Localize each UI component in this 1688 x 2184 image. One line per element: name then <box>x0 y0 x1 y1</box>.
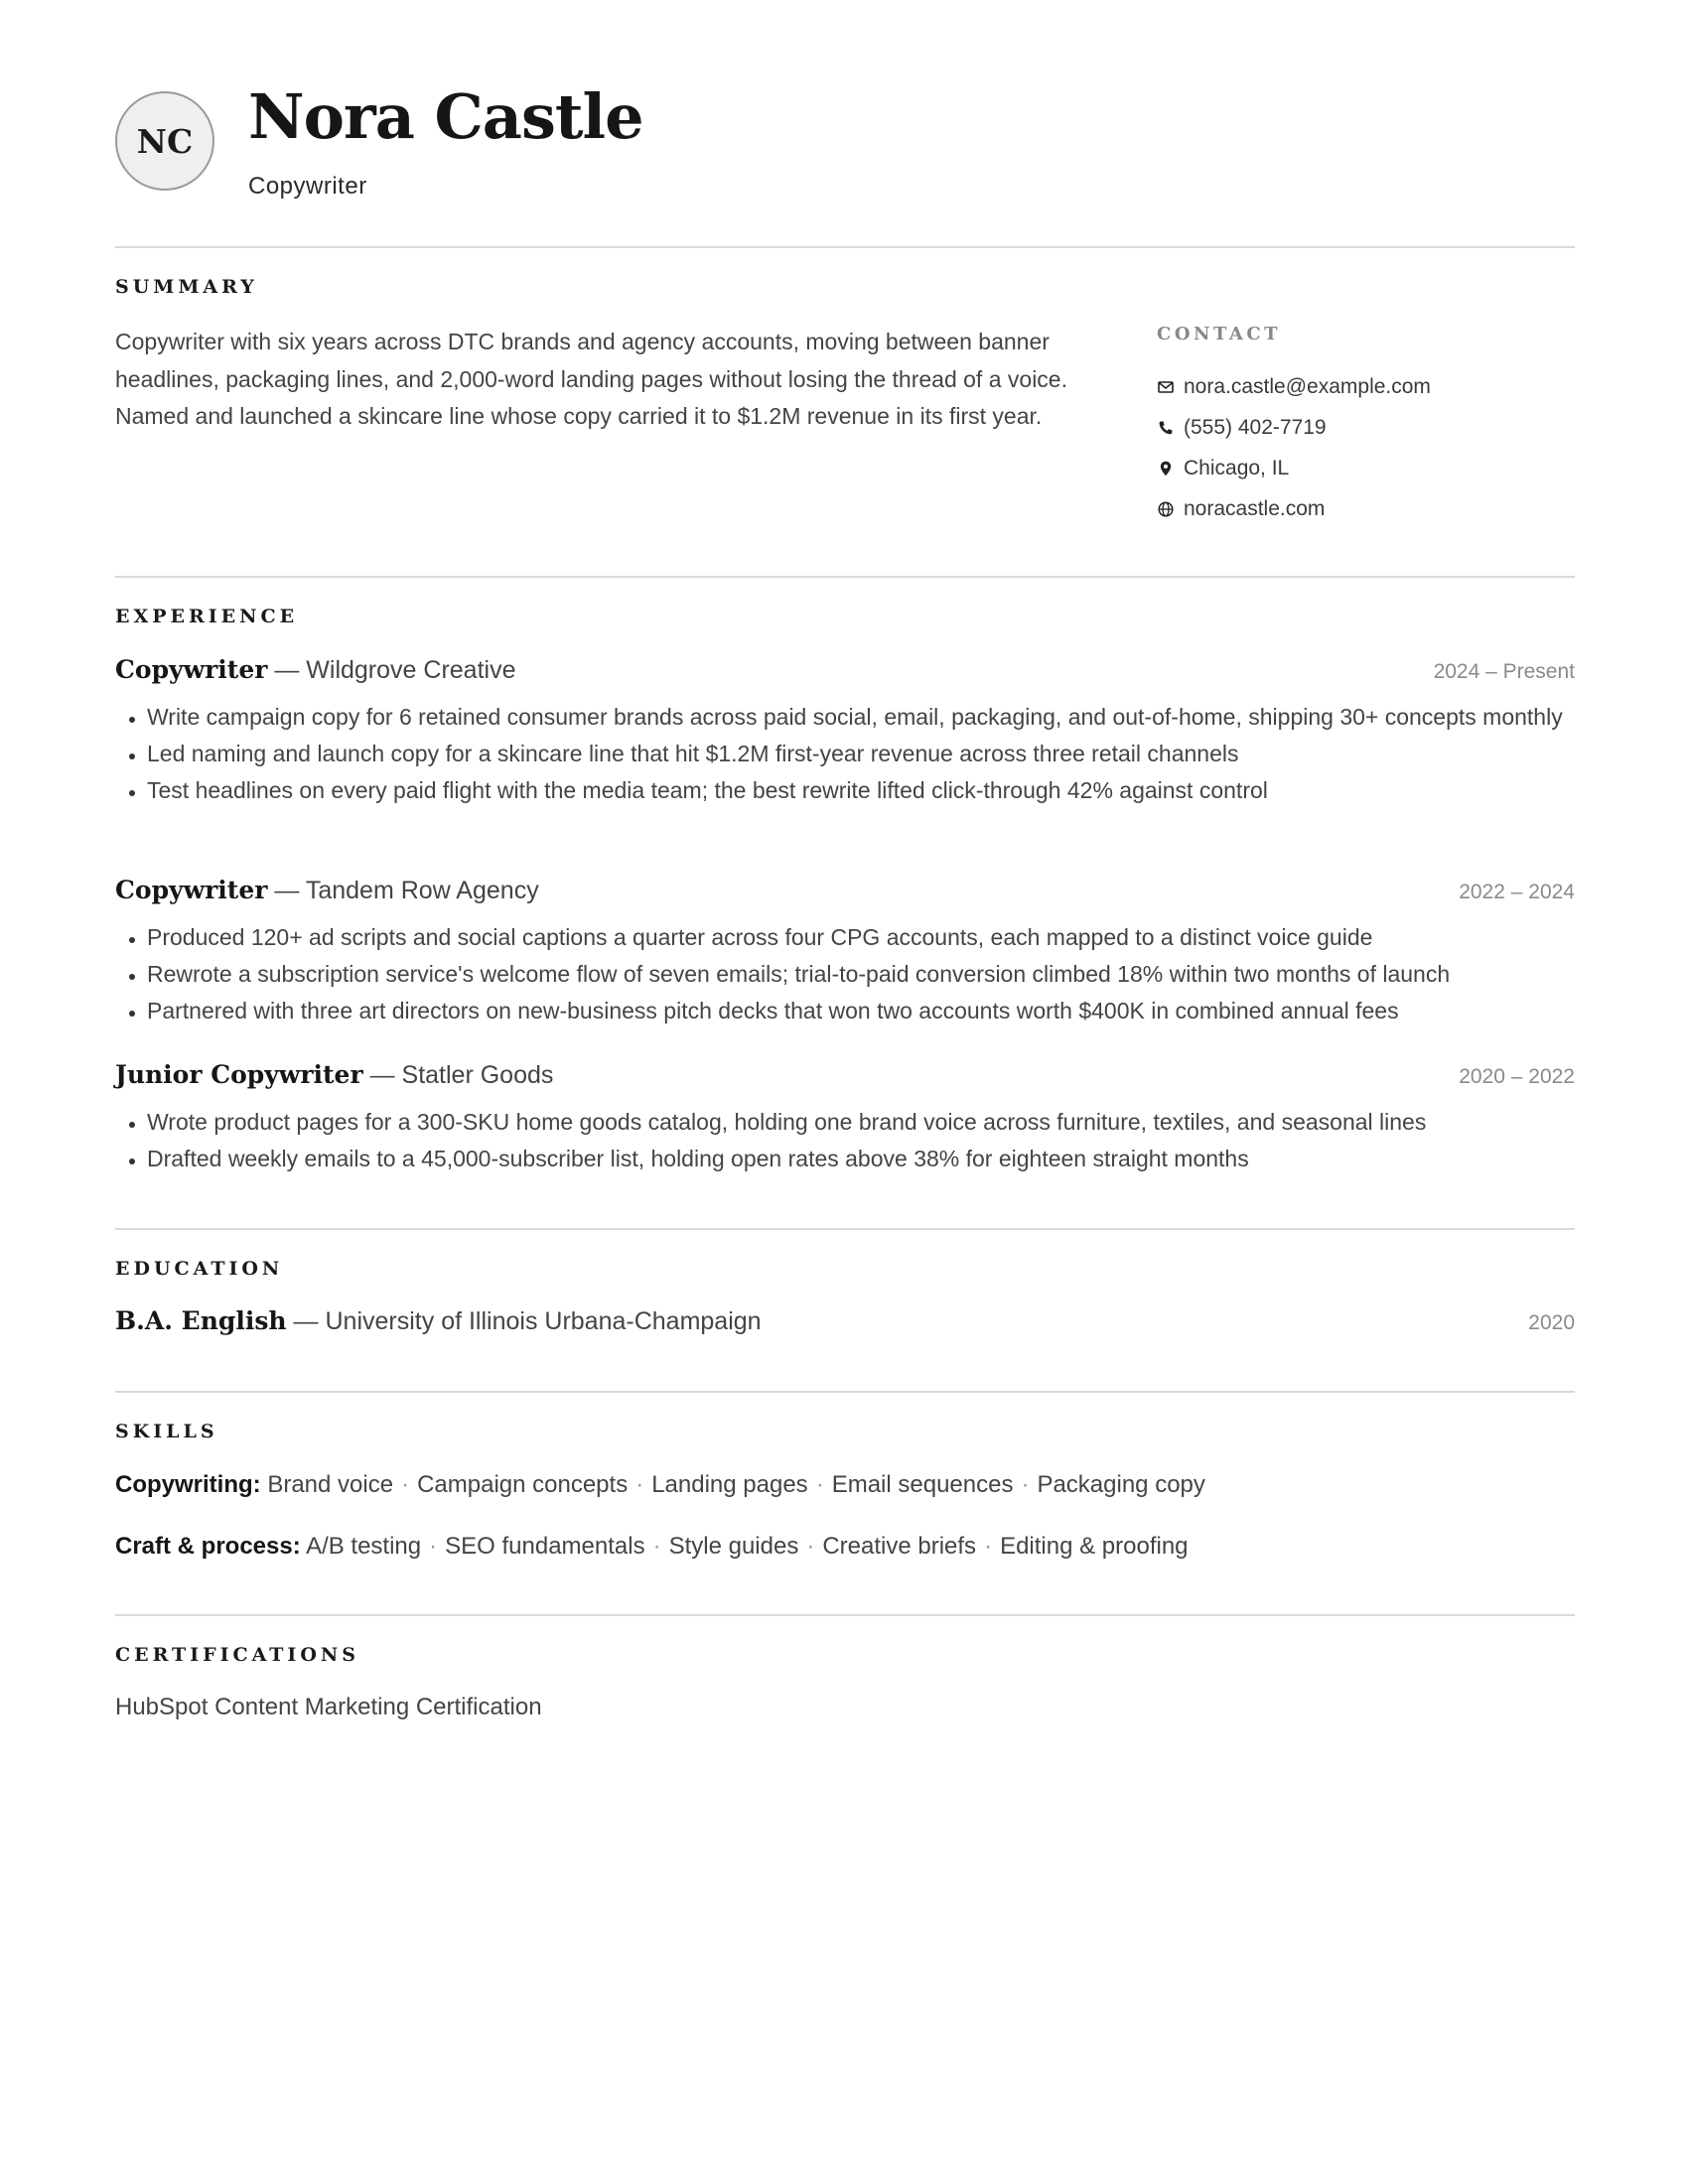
summary-text: Copywriter with six years across DTC brands and agency accounts, moving between banner headlines, packaging lines, and 2,000-word landing pages without losing the thread of a voice. Named and launched a skincare line whose copy carried it to $1.2M revenue in its first year. <box>115 329 1067 429</box>
job-bullet: • Test headlines on every paid flight with the media team; the best rewrite lifted click-through 42% against control <box>147 772 1575 809</box>
skill-item: Landing pages <box>651 1471 808 1498</box>
graduation-year: 2020 <box>1528 1311 1575 1334</box>
job-entry <box>115 655 1575 809</box>
skill-separator: · <box>984 1533 993 1560</box>
job-bullets <box>115 699 1575 809</box>
skill-item: A/B testing <box>306 1533 422 1560</box>
skill-item: Editing & proofing <box>1000 1533 1189 1560</box>
school: — University of Illinois Urbana-Champaign <box>286 1307 762 1335</box>
divider <box>115 1228 1575 1230</box>
job-heading <box>115 1060 553 1090</box>
skill-group <box>115 1471 1205 1499</box>
skill-item: SEO fundamentals <box>445 1533 645 1560</box>
person-role: Copywriter <box>248 173 367 200</box>
contact-website[interactable] <box>1157 488 1574 529</box>
skill-separator: · <box>635 1471 644 1498</box>
skill-separator: · <box>429 1533 438 1560</box>
contact-title: CONTACT <box>1157 324 1282 344</box>
divider <box>115 246 1575 248</box>
contact-email-text: nora.castle@example.com <box>1184 374 1431 398</box>
job-bullet: • Rewrote a subscription service's welcome flow of seven emails; trial-to-paid conversion climbed 18% within two months of launch <box>147 956 1575 993</box>
globe-icon <box>1157 500 1175 518</box>
section-title-education: EDUCATION <box>115 1258 284 1280</box>
section-title-summary: SUMMARY <box>115 276 258 298</box>
degree: B.A. English <box>115 1306 287 1335</box>
skill-item: Style guides <box>668 1533 799 1560</box>
divider <box>115 1614 1575 1616</box>
job-bullets <box>115 1104 1575 1177</box>
location-pin-icon <box>1157 460 1175 478</box>
skill-separator: · <box>401 1471 410 1498</box>
job-title: Copywriter <box>115 876 268 904</box>
skill-group-label: Copywriting: <box>115 1471 261 1498</box>
job-bullet: • Write campaign copy for 6 retained consumer brands across paid social, email, packaging, and out-of-home, shipping 30+ concepts monthly <box>147 699 1575 736</box>
job-dates: 2024 – Present <box>1433 660 1575 683</box>
job-dates: 2022 – 2024 <box>1459 881 1575 903</box>
skill-item: Email sequences <box>831 1471 1014 1498</box>
section-title-skills: SKILLS <box>115 1421 218 1442</box>
job-title: Junior Copywriter <box>115 1060 363 1089</box>
education-entry <box>115 1306 1575 1336</box>
contact-phone[interactable] <box>1157 407 1574 448</box>
mail-icon <box>1157 378 1175 396</box>
skill-item: Creative briefs <box>822 1533 977 1560</box>
skill-item: Packaging copy <box>1037 1471 1205 1498</box>
education-header <box>115 1306 1575 1336</box>
job-bullet: • Drafted weekly emails to a 45,000-subscriber list, holding open rates above 38% for eighteen straight months <box>147 1141 1575 1177</box>
name-block <box>248 80 643 201</box>
job-title: Copywriter <box>115 655 268 684</box>
skill-group-label: Craft & process: <box>115 1533 301 1560</box>
contact-location <box>1157 448 1574 488</box>
person-name: Nora Castle <box>248 80 643 153</box>
section-title-certifications: CERTIFICATIONS <box>115 1644 359 1666</box>
job-org: — Wildgrove Creative <box>267 656 516 684</box>
divider <box>115 576 1575 578</box>
job-heading <box>115 876 539 905</box>
contact-block <box>1157 324 1574 529</box>
job-heading <box>115 655 515 685</box>
contact-website-text: noracastle.com <box>1184 496 1326 520</box>
certification-item: HubSpot Content Marketing Certification <box>115 1694 542 1720</box>
job-org: — Tandem Row Agency <box>267 877 539 904</box>
job-bullet: • Led naming and launch copy for a skincare line that hit $1.2M first-year revenue across three retail channels <box>147 736 1575 772</box>
job-entry <box>115 876 1575 1029</box>
job-org: — Statler Goods <box>362 1061 554 1089</box>
skill-separator: · <box>806 1533 815 1560</box>
contact-phone-text: (555) 402-7719 <box>1184 415 1327 439</box>
skill-group <box>115 1533 1189 1561</box>
avatar: NC <box>115 91 214 191</box>
job-bullet: • Wrote product pages for a 300-SKU home goods catalog, holding one brand voice across furniture, textiles, and seasonal lines <box>147 1104 1575 1141</box>
phone-icon <box>1157 419 1175 437</box>
contact-location-text: Chicago, IL <box>1184 456 1290 479</box>
contact-email[interactable] <box>1157 366 1574 407</box>
skill-separator: · <box>815 1471 824 1498</box>
job-dates: 2020 – 2022 <box>1459 1065 1575 1088</box>
education-heading <box>115 1306 762 1336</box>
skill-separator: · <box>1021 1471 1030 1498</box>
job-bullets <box>115 919 1575 1029</box>
divider <box>115 1391 1575 1393</box>
job-header <box>115 876 1575 905</box>
job-bullet: • Produced 120+ ad scripts and social captions a quarter across four CPG accounts, each mapped to a distinct voice guide <box>147 919 1575 956</box>
skill-separator: · <box>652 1533 661 1560</box>
job-header <box>115 1060 1575 1090</box>
job-bullet: • Partnered with three art directors on new-business pitch decks that won two accounts worth $400K in combined annual fees <box>147 993 1575 1029</box>
skill-item: Brand voice <box>267 1471 394 1498</box>
job-header <box>115 655 1575 685</box>
skill-item: Campaign concepts <box>417 1471 629 1498</box>
job-entry <box>115 1060 1575 1177</box>
section-title-experience: EXPERIENCE <box>115 606 299 627</box>
resume-header <box>115 80 643 201</box>
